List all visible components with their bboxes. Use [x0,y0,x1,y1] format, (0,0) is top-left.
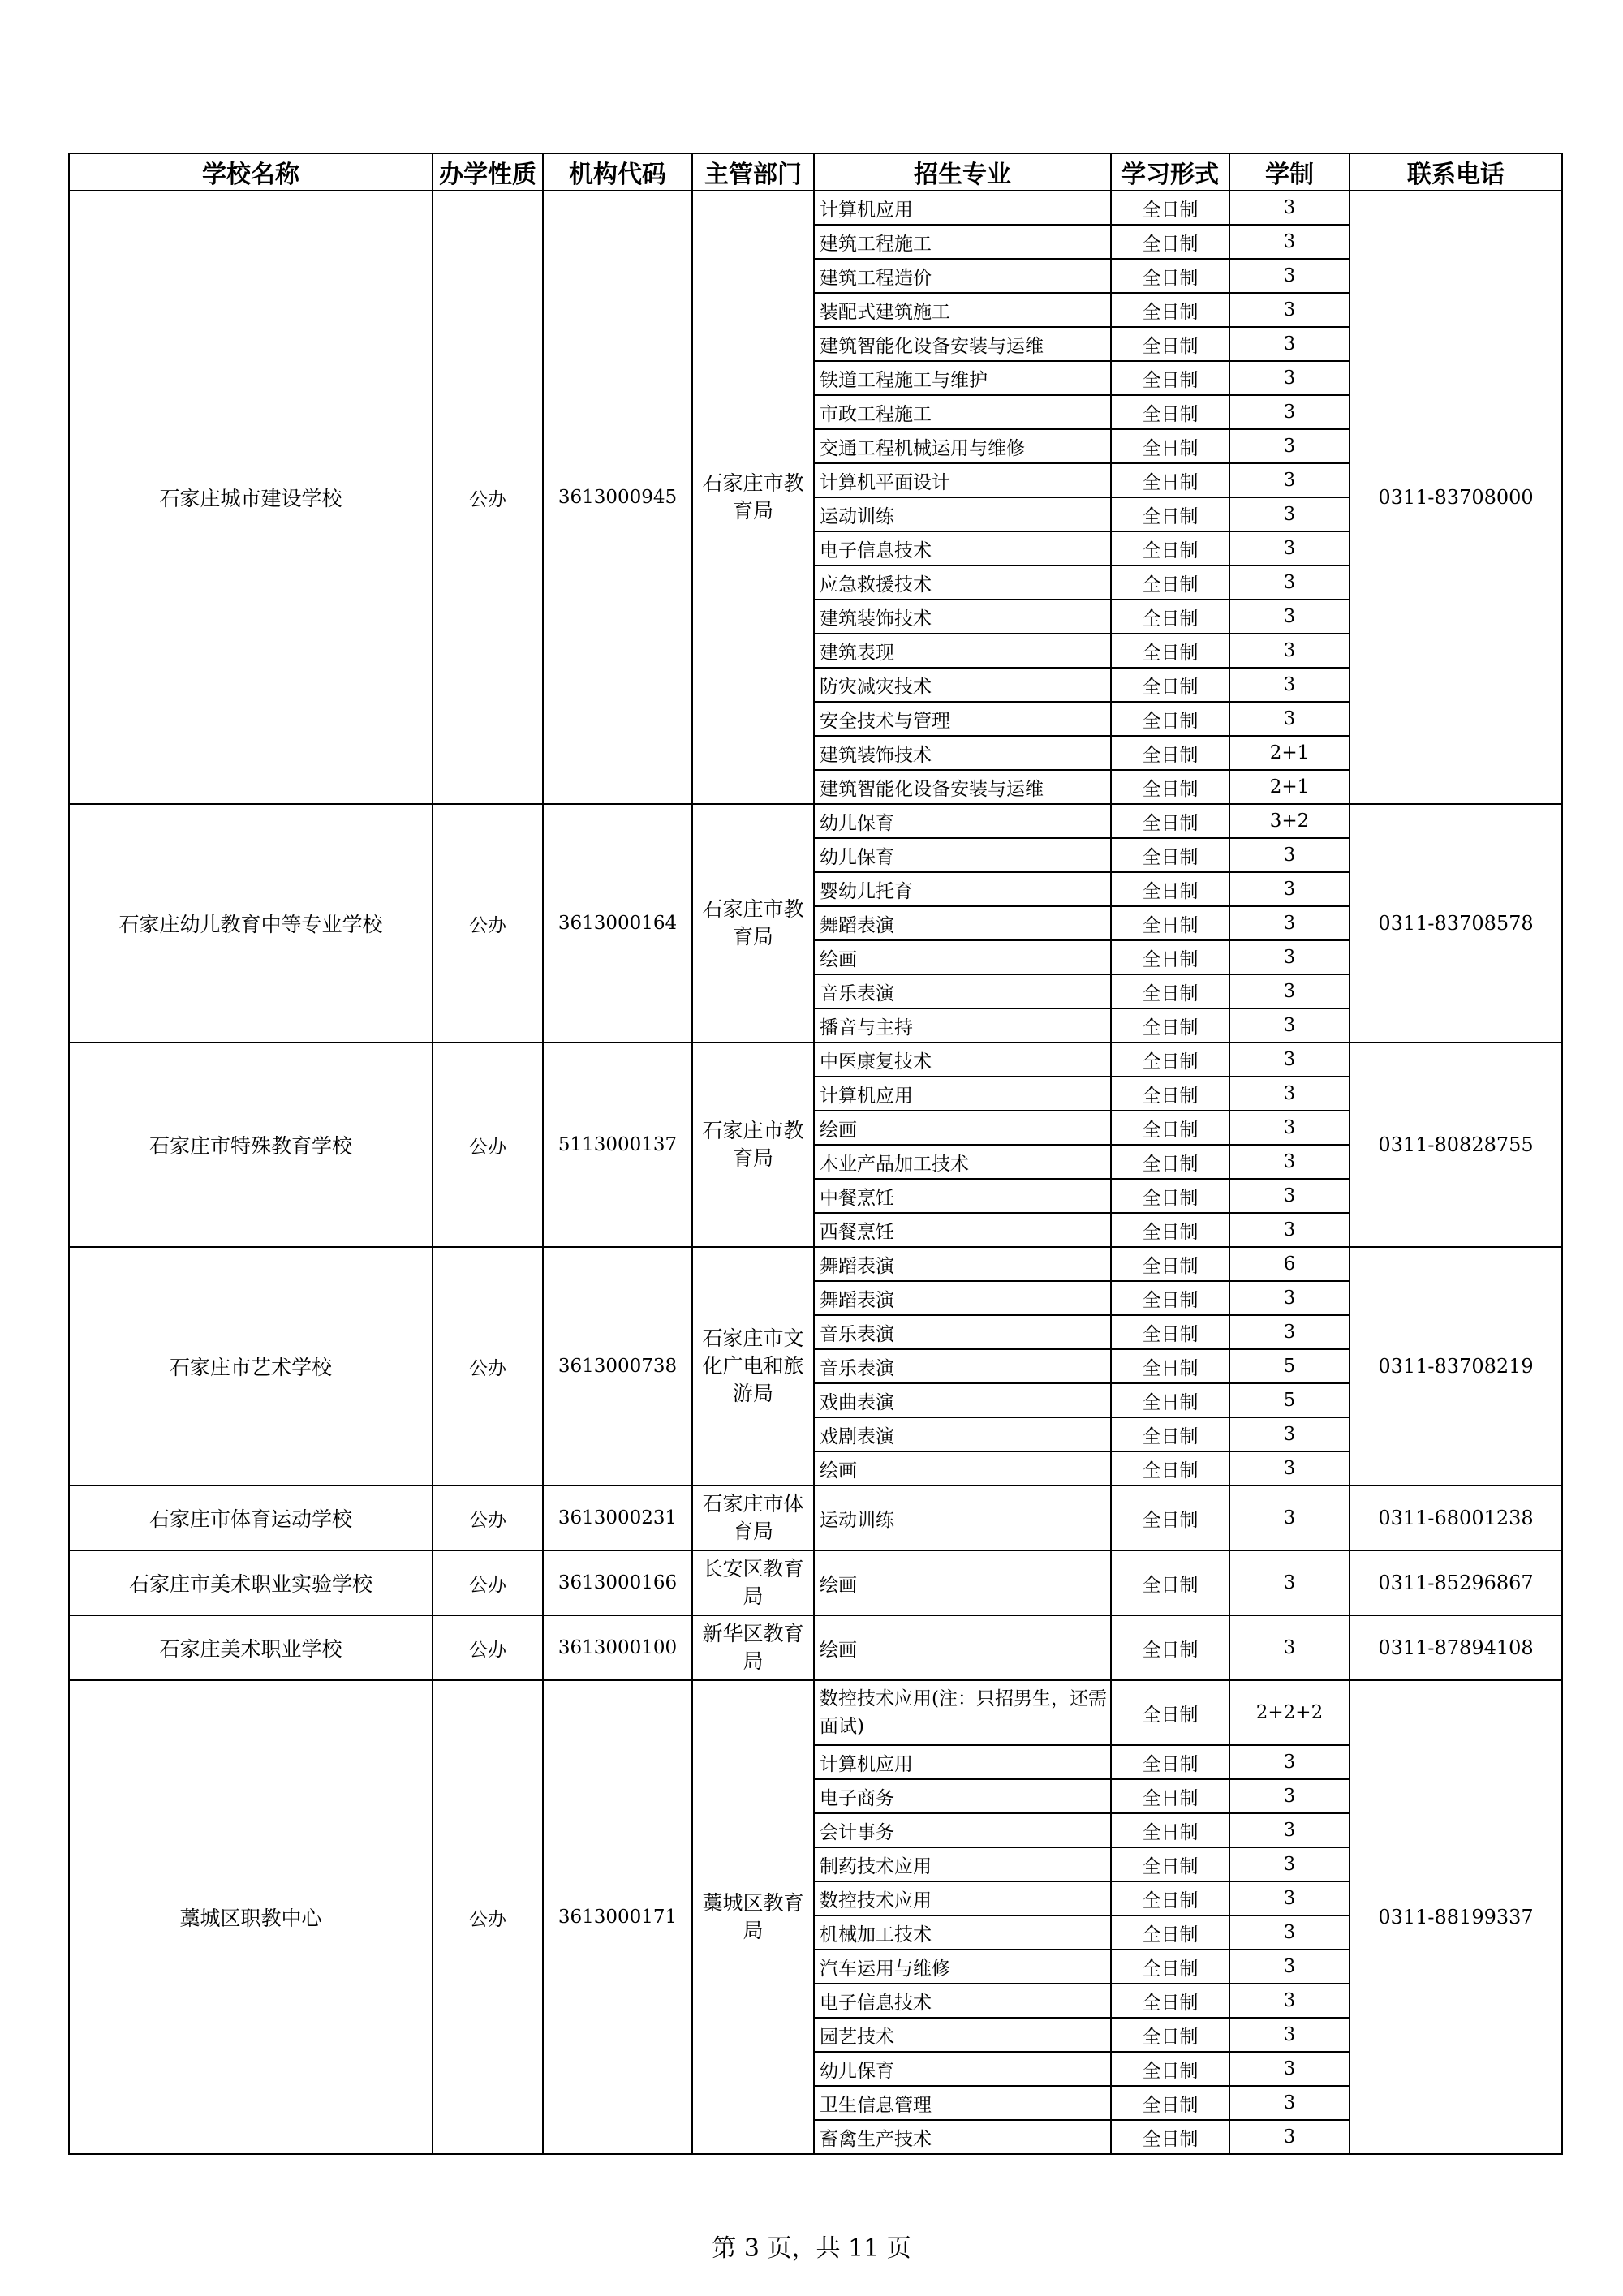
study-years: 3 [1229,463,1350,497]
study-years: 3 [1229,1745,1350,1779]
header-years: 学制 [1229,153,1350,191]
study-years: 2+2+2 [1229,1680,1350,1745]
school-nature: 公办 [433,1550,543,1615]
study-form: 全日制 [1111,565,1229,600]
major-name: 数控技术应用 [814,1881,1111,1915]
study-form: 全日制 [1111,429,1229,463]
study-form: 全日制 [1111,1745,1229,1779]
study-form: 全日制 [1111,906,1229,940]
school-name: 石家庄市体育运动学校 [69,1486,433,1550]
school-dept: 石家庄市教育局 [692,191,814,804]
study-form: 全日制 [1111,259,1229,293]
school-dept: 石家庄市教育局 [692,804,814,1043]
major-name: 交通工程机械运用与维修 [814,429,1111,463]
study-form: 全日制 [1111,1486,1229,1550]
study-form: 全日制 [1111,1213,1229,1247]
major-name: 铁道工程施工与维护 [814,361,1111,395]
major-name: 绘画 [814,940,1111,974]
study-form: 全日制 [1111,191,1229,225]
study-years: 3 [1229,2052,1350,2086]
study-form: 全日制 [1111,634,1229,668]
study-form: 全日制 [1111,1984,1229,2018]
study-years: 3 [1229,940,1350,974]
study-form: 全日制 [1111,1111,1229,1145]
study-form: 全日制 [1111,1077,1229,1111]
study-years: 3 [1229,1179,1350,1213]
school-phone: 0311-83708219 [1350,1247,1562,1486]
study-years: 3 [1229,1213,1350,1247]
study-form: 全日制 [1111,1247,1229,1281]
school-code: 3613000166 [543,1550,692,1615]
study-form: 全日制 [1111,463,1229,497]
study-years: 3 [1229,1145,1350,1179]
school-phone: 0311-88199337 [1350,1680,1562,2154]
study-form: 全日制 [1111,1950,1229,1984]
study-years: 3 [1229,634,1350,668]
school-nature: 公办 [433,1680,543,2154]
major-name: 建筑工程造价 [814,259,1111,293]
major-name: 西餐烹饪 [814,1213,1111,1247]
school-phone: 0311-68001238 [1350,1486,1562,1550]
major-name: 卫生信息管理 [814,2086,1111,2120]
table-row [69,1615,1562,1680]
study-years: 3 [1229,1984,1350,2018]
major-name: 运动训练 [814,497,1111,531]
table-row [69,1550,1562,1615]
study-form: 全日制 [1111,293,1229,327]
study-form: 全日制 [1111,1281,1229,1315]
study-years: 3 [1229,702,1350,736]
school-phone: 0311-83708000 [1350,191,1562,804]
major-name: 舞蹈表演 [814,1281,1111,1315]
major-name: 建筑装饰技术 [814,600,1111,634]
header-phone: 联系电话 [1350,153,1562,191]
study-form: 全日制 [1111,1615,1229,1680]
major-name: 播音与主持 [814,1008,1111,1043]
study-form: 全日制 [1111,1680,1229,1745]
major-name: 安全技术与管理 [814,702,1111,736]
study-years: 3 [1229,974,1350,1008]
study-years: 3 [1229,872,1350,906]
school-code: 5113000137 [543,1043,692,1247]
study-form: 全日制 [1111,1417,1229,1451]
study-years: 3 [1229,2086,1350,2120]
study-form: 全日制 [1111,1145,1229,1179]
school-dept: 石家庄市体育局 [692,1486,814,1550]
major-name: 绘画 [814,1615,1111,1680]
header-dept: 主管部门 [692,153,814,191]
study-form: 全日制 [1111,1881,1229,1915]
school-dept: 长安区教育局 [692,1550,814,1615]
study-form: 全日制 [1111,1915,1229,1950]
major-name: 电子信息技术 [814,1984,1111,2018]
study-years: 3 [1229,600,1350,634]
school-code: 3613000945 [543,191,692,804]
school-phone: 0311-80828755 [1350,1043,1562,1247]
study-form: 全日制 [1111,497,1229,531]
study-years: 3 [1229,361,1350,395]
study-years: 3 [1229,1615,1350,1680]
study-form: 全日制 [1111,872,1229,906]
school-code: 3613000164 [543,804,692,1043]
study-form: 全日制 [1111,2052,1229,2086]
study-form: 全日制 [1111,327,1229,361]
school-code: 3613000100 [543,1615,692,1680]
enrollment-table [68,153,1563,2155]
study-years: 6 [1229,1247,1350,1281]
header-row [69,153,1562,191]
school-name: 石家庄市美术职业实验学校 [69,1550,433,1615]
major-name: 建筑工程施工 [814,225,1111,259]
study-form: 全日制 [1111,940,1229,974]
study-years: 3 [1229,259,1350,293]
school-nature: 公办 [433,1247,543,1486]
major-name: 计算机应用 [814,1745,1111,1779]
study-form: 全日制 [1111,2120,1229,2154]
study-form: 全日制 [1111,668,1229,702]
major-name: 园艺技术 [814,2018,1111,2052]
major-name: 会计事务 [814,1813,1111,1847]
study-form: 全日制 [1111,395,1229,429]
study-years: 5 [1229,1349,1350,1383]
study-form: 全日制 [1111,225,1229,259]
study-years: 3 [1229,2018,1350,2052]
study-years: 3 [1229,1281,1350,1315]
table-row [69,804,1562,838]
major-name: 建筑装饰技术 [814,736,1111,770]
study-years: 3 [1229,1779,1350,1813]
table-row [69,1043,1562,1077]
major-name: 中餐烹饪 [814,1179,1111,1213]
study-form: 全日制 [1111,2086,1229,2120]
study-form: 全日制 [1111,838,1229,872]
school-phone: 0311-87894108 [1350,1615,1562,1680]
study-years: 3 [1229,1417,1350,1451]
major-name: 制药技术应用 [814,1847,1111,1881]
school-dept: 藁城区教育局 [692,1680,814,2154]
table-row [69,1486,1562,1550]
school-name: 藁城区职教中心 [69,1680,433,2154]
study-years: 3 [1229,1881,1350,1915]
major-name: 机械加工技术 [814,1915,1111,1950]
study-years: 3 [1229,1008,1350,1043]
major-name: 计算机应用 [814,191,1111,225]
school-dept: 石家庄市教育局 [692,1043,814,1247]
study-years: 3 [1229,1451,1350,1486]
major-name: 中医康复技术 [814,1043,1111,1077]
study-years: 3 [1229,327,1350,361]
school-nature: 公办 [433,1043,543,1247]
major-name: 汽车运用与维修 [814,1950,1111,1984]
major-name: 音乐表演 [814,1315,1111,1349]
major-name: 戏剧表演 [814,1417,1111,1451]
major-name: 音乐表演 [814,974,1111,1008]
study-years: 3 [1229,1915,1350,1950]
header-nature: 办学性质 [433,153,543,191]
major-name: 装配式建筑施工 [814,293,1111,327]
study-form: 全日制 [1111,1779,1229,1813]
study-form: 全日制 [1111,600,1229,634]
major-name: 幼儿保育 [814,2052,1111,2086]
school-nature: 公办 [433,1486,543,1550]
major-name: 防灾减灾技术 [814,668,1111,702]
school-nature: 公办 [433,804,543,1043]
study-years: 3 [1229,838,1350,872]
study-form: 全日制 [1111,736,1229,770]
study-years: 3 [1229,1950,1350,1984]
school-phone: 0311-83708578 [1350,804,1562,1043]
major-name: 幼儿保育 [814,804,1111,838]
school-name: 石家庄市艺术学校 [69,1247,433,1486]
study-form: 全日制 [1111,1847,1229,1881]
study-years: 3 [1229,565,1350,600]
study-years: 2+1 [1229,736,1350,770]
major-name: 幼儿保育 [814,838,1111,872]
study-years: 3 [1229,1550,1350,1615]
study-form: 全日制 [1111,1008,1229,1043]
major-name: 舞蹈表演 [814,906,1111,940]
school-name: 石家庄美术职业学校 [69,1615,433,1680]
major-name: 计算机平面设计 [814,463,1111,497]
study-form: 全日制 [1111,1383,1229,1417]
major-name: 应急救援技术 [814,565,1111,600]
study-form: 全日制 [1111,770,1229,804]
study-form: 全日制 [1111,531,1229,565]
study-years: 3 [1229,1111,1350,1145]
school-phone: 0311-85296867 [1350,1550,1562,1615]
major-name: 音乐表演 [814,1349,1111,1383]
study-years: 3 [1229,225,1350,259]
study-years: 3 [1229,429,1350,463]
study-form: 全日制 [1111,1451,1229,1486]
study-form: 全日制 [1111,1813,1229,1847]
study-form: 全日制 [1111,1550,1229,1615]
major-name: 电子信息技术 [814,531,1111,565]
study-years: 3 [1229,497,1350,531]
study-form: 全日制 [1111,1315,1229,1349]
study-years: 3 [1229,906,1350,940]
major-name: 建筑智能化设备安装与运维 [814,327,1111,361]
major-name: 绘画 [814,1451,1111,1486]
major-name: 市政工程施工 [814,395,1111,429]
study-form: 全日制 [1111,1349,1229,1383]
header-code: 机构代码 [543,153,692,191]
school-code: 3613000738 [543,1247,692,1486]
study-years: 3 [1229,395,1350,429]
study-years: 3 [1229,1043,1350,1077]
major-name: 婴幼儿托育 [814,872,1111,906]
page-footer: 第 3 页，共 11 页 [712,2234,911,2263]
study-years: 3 [1229,1077,1350,1111]
study-years: 2+1 [1229,770,1350,804]
study-form: 全日制 [1111,361,1229,395]
major-name: 戏曲表演 [814,1383,1111,1417]
school-code: 3613000231 [543,1486,692,1550]
study-years: 3 [1229,1813,1350,1847]
study-years: 3 [1229,191,1350,225]
school-code: 3613000171 [543,1680,692,2154]
header-major: 招生专业 [814,153,1111,191]
study-years: 3 [1229,1847,1350,1881]
major-name: 木业产品加工技术 [814,1145,1111,1179]
study-years: 3 [1229,293,1350,327]
school-nature: 公办 [433,191,543,804]
major-name: 畜禽生产技术 [814,2120,1111,2154]
study-years: 3 [1229,668,1350,702]
table-row [69,191,1562,225]
major-name: 绘画 [814,1111,1111,1145]
study-years: 5 [1229,1383,1350,1417]
study-years: 3 [1229,1315,1350,1349]
study-years: 3+2 [1229,804,1350,838]
study-form: 全日制 [1111,1043,1229,1077]
major-name: 数控技术应用(注：只招男生，还需面试) [814,1680,1111,1745]
study-form: 全日制 [1111,804,1229,838]
school-name: 石家庄幼儿教育中等专业学校 [69,804,433,1043]
major-name: 舞蹈表演 [814,1247,1111,1281]
header-school: 学校名称 [69,153,433,191]
header-form: 学习形式 [1111,153,1229,191]
school-name: 石家庄市特殊教育学校 [69,1043,433,1247]
table-row [69,1680,1562,1745]
study-form: 全日制 [1111,702,1229,736]
school-dept: 新华区教育局 [692,1615,814,1680]
school-dept: 石家庄市文化广电和旅游局 [692,1247,814,1486]
study-form: 全日制 [1111,974,1229,1008]
major-name: 运动训练 [814,1486,1111,1550]
study-years: 3 [1229,2120,1350,2154]
table-row [69,1247,1562,1281]
major-name: 绘画 [814,1550,1111,1615]
major-name: 计算机应用 [814,1077,1111,1111]
study-years: 3 [1229,1486,1350,1550]
table-body [69,191,1562,2154]
study-form: 全日制 [1111,2018,1229,2052]
study-years: 3 [1229,531,1350,565]
study-form: 全日制 [1111,1179,1229,1213]
school-name: 石家庄城市建设学校 [69,191,433,804]
major-name: 建筑智能化设备安装与运维 [814,770,1111,804]
school-nature: 公办 [433,1615,543,1680]
major-name: 电子商务 [814,1779,1111,1813]
major-name: 建筑表现 [814,634,1111,668]
